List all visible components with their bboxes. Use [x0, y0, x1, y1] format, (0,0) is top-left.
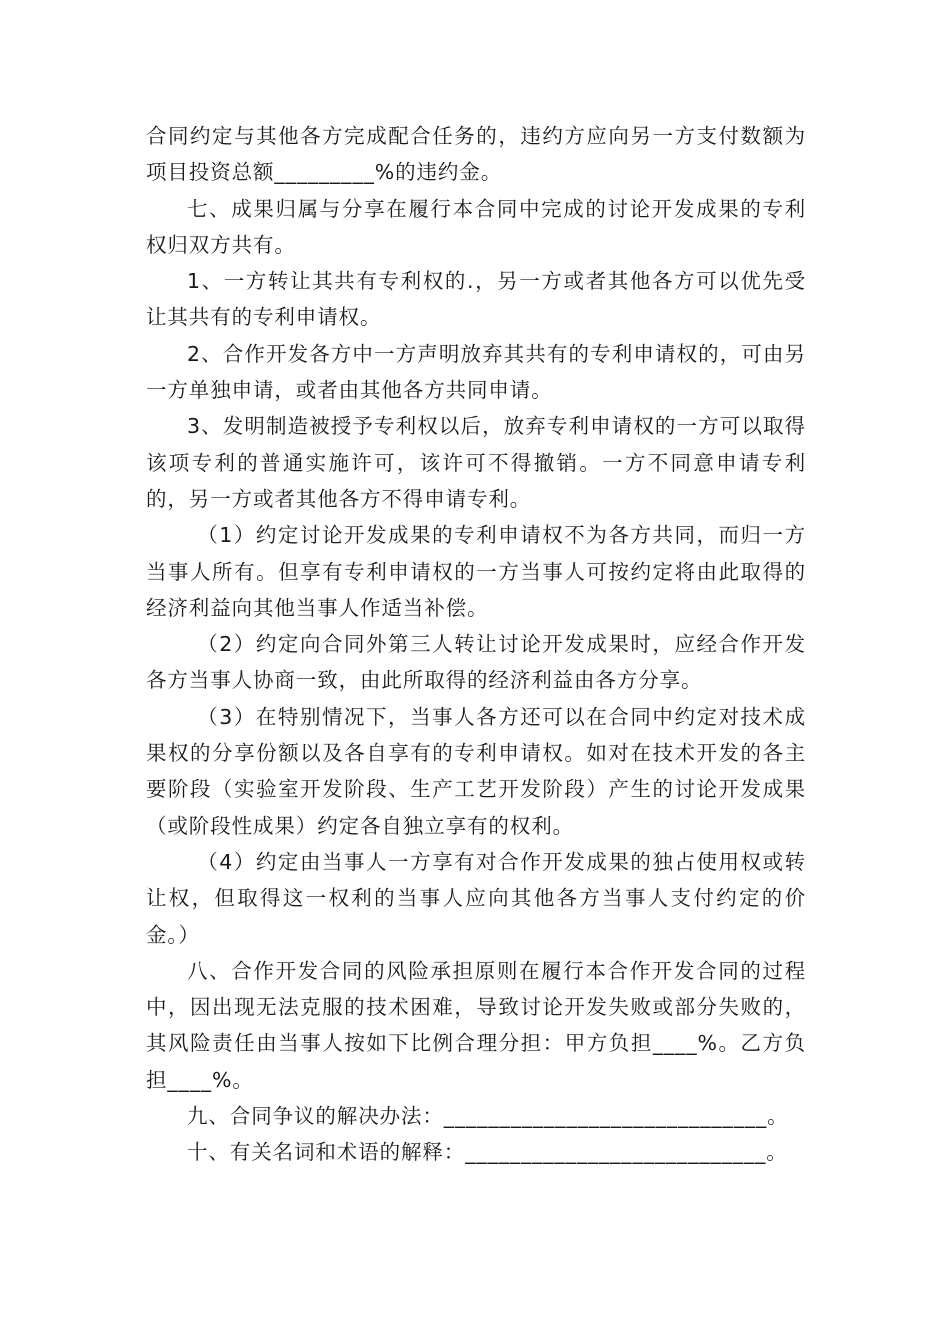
- paragraph-section-7-ownership: 七、成果归属与分享在履行本合同中完成的讨论开发成果的专利权归双方共有。: [146, 196, 806, 257]
- document-body: [146, 118, 806, 1171]
- paragraph-7-subitem-3: （3）在特别情况下，当事人各方还可以在合同中约定对技术成果权的分享份额以及各自享有的专利申请权。如对在技术开发的各主要阶段（实验室开发阶段、生产工艺开发阶段）产生的讨论开发成果（或阶段性成果）约定各自独立享有的权利。: [146, 704, 806, 838]
- paragraph-section-10-terms: 十、有关名词和术语的解释：___________________________。: [187, 1140, 788, 1165]
- paragraph-7-item-1: 1、一方转让其共有专利权的.，另一方或者其他各方可以优先受让其共有的专利申请权。: [146, 269, 806, 330]
- paragraph-penalty-continuation: 合同约定与其他各方完成配合任务的，违约方应向另一方支付数额为项目投资总额_________%的违约金。: [146, 124, 806, 185]
- paragraph-section-9-disputes: 九、合同争议的解决办法：_____________________________。: [187, 1104, 789, 1129]
- paragraph-7-subitem-1: （1）约定讨论开发成果的专利申请权不为各方共同，而归一方当事人所有。但享有专利申请权的一方当事人可按约定将由此取得的经济利益向其他当事人作适当补偿。: [146, 523, 806, 620]
- paragraph-7-item-3: 3、发明制造被授予专利权以后，放弃专利申请权的一方可以取得该项专利的普通实施许可，该许可不得撤销。一方不同意申请专利的，另一方或者其他各方不得申请专利。: [146, 414, 806, 511]
- paragraph-7-subitem-2: （2）约定向合同外第三人转让讨论开发成果时，应经合作开发各方当事人协商一致，由此所取得的经济利益由各方分享。: [146, 632, 806, 693]
- paragraph-7-item-2: 2、合作开发各方中一方声明放弃其共有的专利申请权的，可由另一方单独申请，或者由其他各方共同申请。: [146, 341, 806, 403]
- paragraph-section-8-risk: 八、合作开发合同的风险承担原则在履行本合作开发合同的过程中，因出现无法克服的技术困难，导致讨论开发失败或部分失败的，其风险责任由当事人按如下比例合理分担：甲方负担____%。乙方负担____%。: [146, 958, 806, 1092]
- paragraph-7-subitem-4: （4）约定由当事人一方享有对合作开发成果的独占使用权或转让权，但取得这一权利的当事人应向其他各方当事人支付约定的价金。）: [146, 849, 806, 947]
